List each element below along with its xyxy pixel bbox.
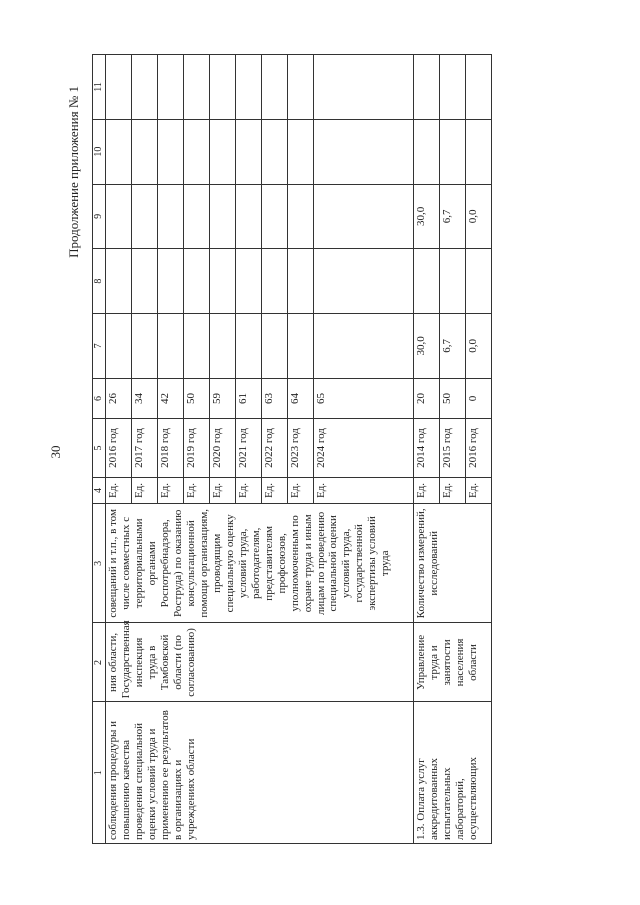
indicator-description: Количество измерений, исследований: [414, 504, 492, 623]
value-cell: 0: [466, 378, 492, 418]
year-cell: 2016 год: [106, 419, 132, 478]
col-header-10: 10: [93, 119, 106, 184]
value-cell: 59: [210, 378, 236, 418]
year-cell: 2023 год: [288, 419, 314, 478]
year-cell: 2019 год: [184, 419, 210, 478]
col-header-2: 2: [93, 623, 106, 702]
page-number: 30: [48, 445, 63, 459]
value-cell: 63: [262, 378, 288, 418]
indicator-description: совещаний и т.п., в том числе совместных с территориальными органами Роспотребнадзора, Роструда) по оказанию консультационной помощи организациям, проводящим специальную оценку условий труда, работодателям, представителям профсоюзов, уполномоченным по охране труда и иным лицам по проведению специальной оценки условий труда, государственной экспертизы условий труда: [106, 504, 414, 623]
col-header-3: 3: [93, 504, 106, 623]
year-cell: 2018 год: [158, 419, 184, 478]
appendix-continuation-note: Продолжение приложения № 1: [66, 86, 81, 258]
col-header-8: 8: [93, 249, 106, 314]
year-cell: 2020 год: [210, 419, 236, 478]
table-row: [106, 55, 132, 844]
value-cell: 50: [440, 378, 466, 418]
col-header-9: 9: [93, 184, 106, 249]
unit-cell: Ед.: [158, 477, 184, 503]
unit-cell: Ед.: [132, 477, 158, 503]
col-header-6: 6: [93, 378, 106, 418]
table-row: [414, 55, 440, 844]
year-cell: 2017 год: [132, 419, 158, 478]
col9-value: 6,7: [440, 184, 466, 249]
value-cell: 42: [158, 378, 184, 418]
unit-cell: Ед.: [184, 477, 210, 503]
unit-cell: Ед.: [288, 477, 314, 503]
unit-cell: Ед.: [414, 477, 440, 503]
col7-value: 0,0: [466, 314, 492, 379]
col-header-7: 7: [93, 314, 106, 379]
unit-cell: Ед.: [440, 477, 466, 503]
col-header-4: 4: [93, 477, 106, 503]
value-cell: 20: [414, 378, 440, 418]
unit-cell: Ед.: [262, 477, 288, 503]
column-number-row: [93, 55, 106, 844]
responsible-executor: ния области, Государственная инспекция труда в Тамбовской области (по согласованию): [106, 623, 414, 702]
year-cell: 2015 год: [440, 419, 466, 478]
col-header-5: 5: [93, 419, 106, 478]
value-cell: 34: [132, 378, 158, 418]
col7-value: 6,7: [440, 314, 466, 379]
unit-cell: Ед.: [466, 477, 492, 503]
value-cell: 64: [288, 378, 314, 418]
unit-cell: Ед.: [236, 477, 262, 503]
value-cell: 26: [106, 378, 132, 418]
col9-value: 30,0: [414, 184, 440, 249]
col9-value: 0,0: [466, 184, 492, 249]
year-cell: 2022 год: [262, 419, 288, 478]
landscape-page: [40, 52, 600, 852]
value-cell: 65: [314, 378, 414, 418]
program-indicators-table: [92, 54, 492, 844]
value-cell: 50: [184, 378, 210, 418]
measure-description: 1.3. Оплата услуг аккредитованных испытательных лабораторий, осуществляющих: [414, 702, 492, 844]
year-cell: 2014 год: [414, 419, 440, 478]
year-cell: 2016 год: [466, 419, 492, 478]
unit-cell: Ед.: [106, 477, 132, 503]
col-header-11: 11: [93, 55, 106, 120]
year-cell: 2024 год: [314, 419, 414, 478]
unit-cell: Ед.: [210, 477, 236, 503]
col7-value: 30,0: [414, 314, 440, 379]
unit-cell: Ед.: [314, 477, 414, 503]
col-header-1: 1: [93, 702, 106, 844]
year-cell: 2021 год: [236, 419, 262, 478]
measure-description: соблюдения процедуры и повышению качества проведения специальной оценки условий труда и применению ее результатов в организациях и учреждениях области: [106, 702, 414, 844]
responsible-executor: Управление труда и занятости населения области: [414, 623, 492, 702]
value-cell: 61: [236, 378, 262, 418]
